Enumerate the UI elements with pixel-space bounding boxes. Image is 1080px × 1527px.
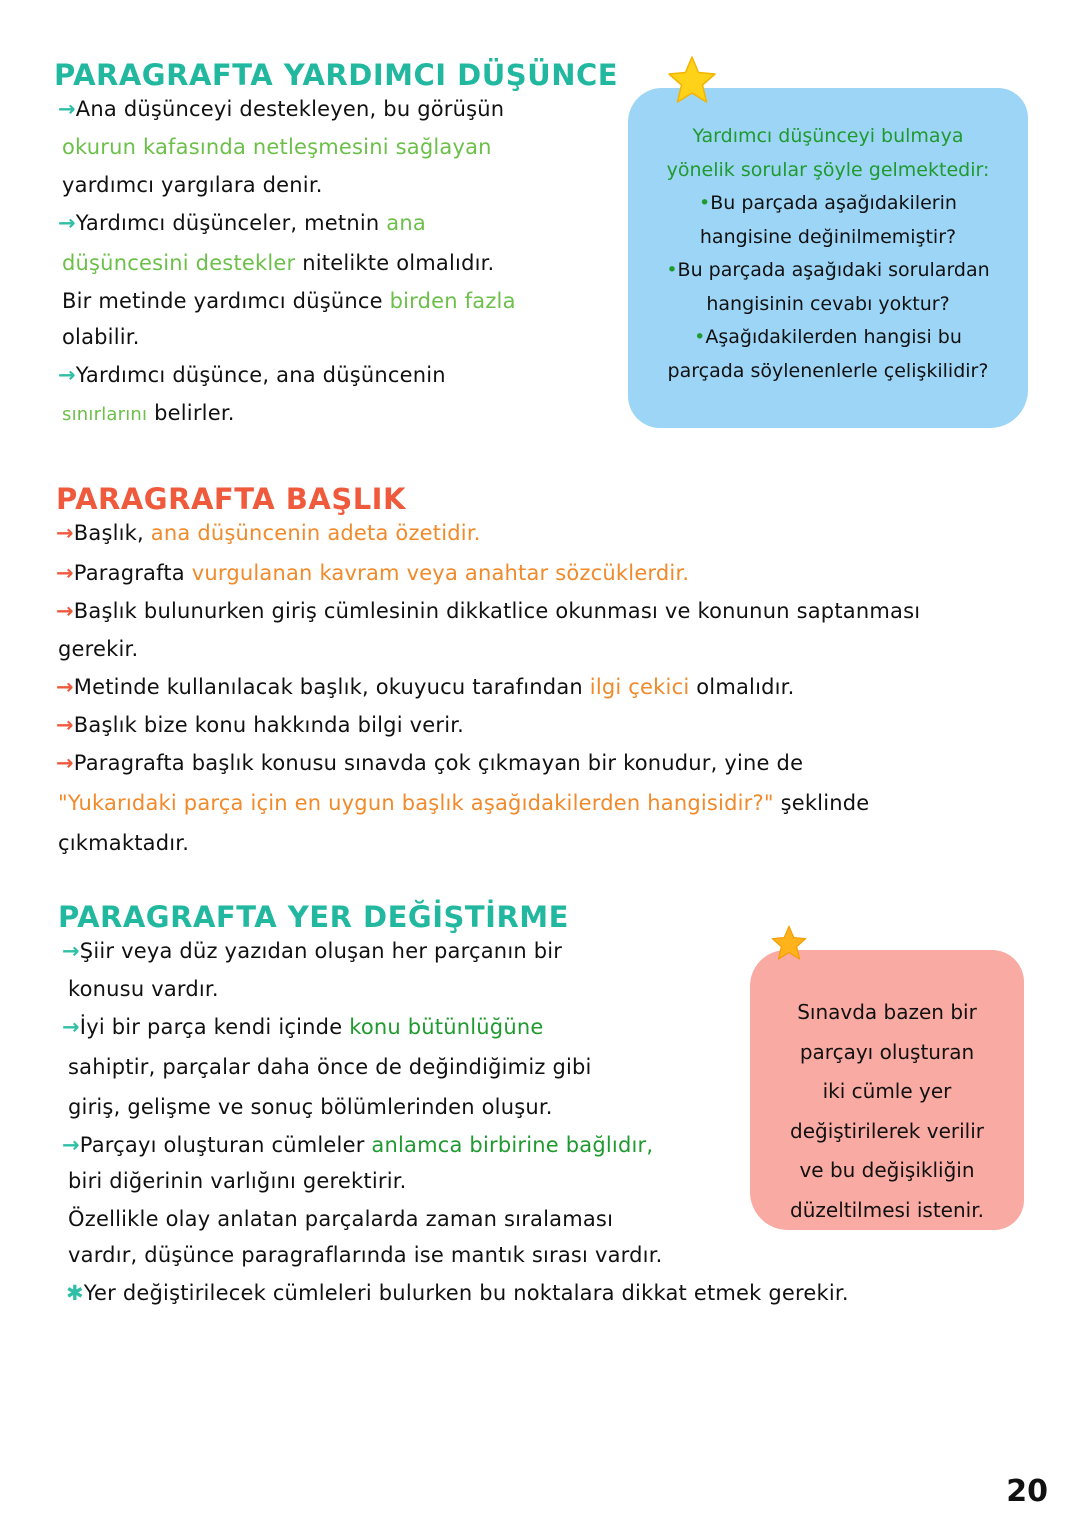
text-line [58,210,426,236]
arrow-right-icon: → [62,939,80,963]
text-line: konusu vardır. [68,977,219,1001]
text-segment: Metinde kullanılacak başlık, okuyucu tarafından [73,675,590,699]
highlight-text: konu bütünlüğüne [349,1015,544,1039]
text-segment: Şiir veya düz yazıdan oluşan her parçanın bir [79,939,563,963]
text-segment: nitelikte olmalıdır. [295,251,495,275]
callout-line: parçada söylenenlerle çelişkilidir? [667,359,989,382]
text-line [62,288,516,314]
text-segment: Bu parçada aşağıdakilerin [710,192,957,214]
text-segment: Parçayı oluşturan cümleler [79,1133,372,1157]
highlight-text: ana düşüncenin adeta özetidir. [150,521,481,545]
callout-line: hangisine değinilmemiştir? [699,225,957,248]
text-line [62,1132,653,1158]
page-number: 20 [1006,1474,1048,1509]
text-line [58,790,869,816]
star-icon [770,924,808,962]
text-line: çıkmaktadır. [58,831,190,855]
arrow-right-icon: → [56,521,74,545]
bullet-icon: ✱ [66,1281,84,1305]
highlight-text: ilgi çekici [589,675,690,699]
arrow-right-icon: → [58,97,76,121]
callout-line: ve bu değişikliğin [799,1158,975,1182]
text-segment: olmalıdır. [689,675,795,699]
callout-line: iki cümle yer [822,1079,952,1103]
text-line [62,250,494,276]
arrow-right-icon: → [56,713,74,737]
text-line [62,938,562,964]
text-segment: Ana düşünceyi destekleyen, bu görüşün [75,97,505,121]
text-segment: Başlık bulunurken giriş cümlesinin dikkatlice okunması ve konunun saptanması [73,599,921,623]
text-line: vardır, düşünce paragraflarında ise mantık sırası vardır. [68,1243,663,1267]
callout-line: değiştirilerek verilir [790,1118,984,1143]
text-line: giriş, gelişme ve sonuç bölümlerinden oluşur. [68,1095,553,1119]
highlight-text: ana [386,211,426,235]
callout-line: Yardımcı düşünceyi bulmaya [692,125,964,147]
text-segment: Bir metinde yardımcı düşünce [62,289,390,313]
text-line [62,1014,543,1040]
text-line: okurun kafasında netleşmesini sağlayan [62,135,492,159]
text-line: gerekir. [58,637,139,661]
highlight-text: düşüncesini destekler [62,251,296,275]
highlight-text: sınırlarını [62,404,148,425]
callout-line: yönelik sorular şöyle gelmektedir: [666,158,990,181]
text-line: olabilir. [62,325,140,349]
pink-callout-box [750,950,1024,1230]
bullet-icon: • [666,259,678,281]
blue-callout-box [628,88,1028,428]
text-segment: Paragrafta [73,561,192,585]
callout-line: parçayı oluşturan [799,1039,975,1064]
text-line [62,400,235,428]
callout-line [628,254,1028,288]
section-title-yardimci-dusunce: PARAGRAFTA YARDIMCI DÜŞÜNCE [54,58,619,92]
text-segment: Başlık bize konu hakkında bilgi verir. [73,713,465,737]
text-segment: belirler. [147,401,235,425]
callout-line: düzeltilmesi istenir. [790,1197,984,1222]
callout-line [628,187,1028,221]
arrow-right-icon: → [56,751,74,775]
text-line [56,674,794,700]
text-line: Özellikle olay anlatan parçalarda zaman sıralaması [68,1207,614,1231]
text-line [56,598,920,624]
text-segment: Başlık, [73,521,151,545]
arrow-right-icon: → [62,1133,80,1157]
text-segment: Yer değiştirilecek cümleleri bulurken bu noktalara dikkat etmek gerekir. [83,1281,849,1305]
arrow-right-icon: → [58,211,76,235]
text-line [56,560,689,586]
section-title-yer-degistirme: PARAGRAFTA YER DEĞİŞTİRME [58,900,569,934]
text-segment: Bu parçada aşağıdaki sorulardan [677,259,990,281]
text-line [56,750,803,776]
text-line [66,1280,849,1306]
text-segment: Aşağıdakilerden hangisi bu [705,326,962,348]
highlight-text: "Yukarıdaki parça için en uygun başlık aşağıdakilerden hangisidir?" [58,791,774,815]
bullet-icon: • [699,192,711,214]
text-line: sahiptir, parçalar daha önce de değindiğimiz gibi [68,1055,592,1079]
text-line [58,96,504,122]
highlight-text: birden fazla [389,289,516,313]
star-icon [666,54,718,106]
text-segment: Yardımcı düşünceler, metnin [75,211,387,235]
bullet-icon: • [694,326,706,348]
arrow-right-icon: → [58,363,76,387]
text-line: yardımcı yargılara denir. [62,173,323,197]
text-line: biri diğerinin varlığını gerektirir. [68,1169,407,1193]
text-segment: İyi bir parça kendi içinde [79,1015,350,1039]
text-segment: şeklinde [773,791,870,815]
arrow-right-icon: → [56,599,74,623]
highlight-text: anlamca birbirine bağlıdır, [371,1133,654,1157]
text-line [56,520,481,546]
arrow-right-icon: → [56,561,74,585]
arrow-right-icon: → [62,1015,80,1039]
callout-line: Sınavda bazen bir [797,1000,977,1024]
highlight-text: vurgulanan kavram veya anahtar sözcüklerdir. [191,561,690,585]
arrow-right-icon: → [56,675,74,699]
section-title-baslik: PARAGRAFTA BAŞLIK [56,482,406,516]
callout-line [628,321,1028,355]
text-segment: Paragrafta başlık konusu sınavda çok çıkmayan bir konudur, yine de [73,751,804,775]
text-line [56,712,464,738]
callout-line: hangisinin cevabı yoktur? [706,292,950,315]
text-segment: Yardımcı düşünce, ana düşüncenin [75,363,446,387]
text-line [58,362,446,388]
